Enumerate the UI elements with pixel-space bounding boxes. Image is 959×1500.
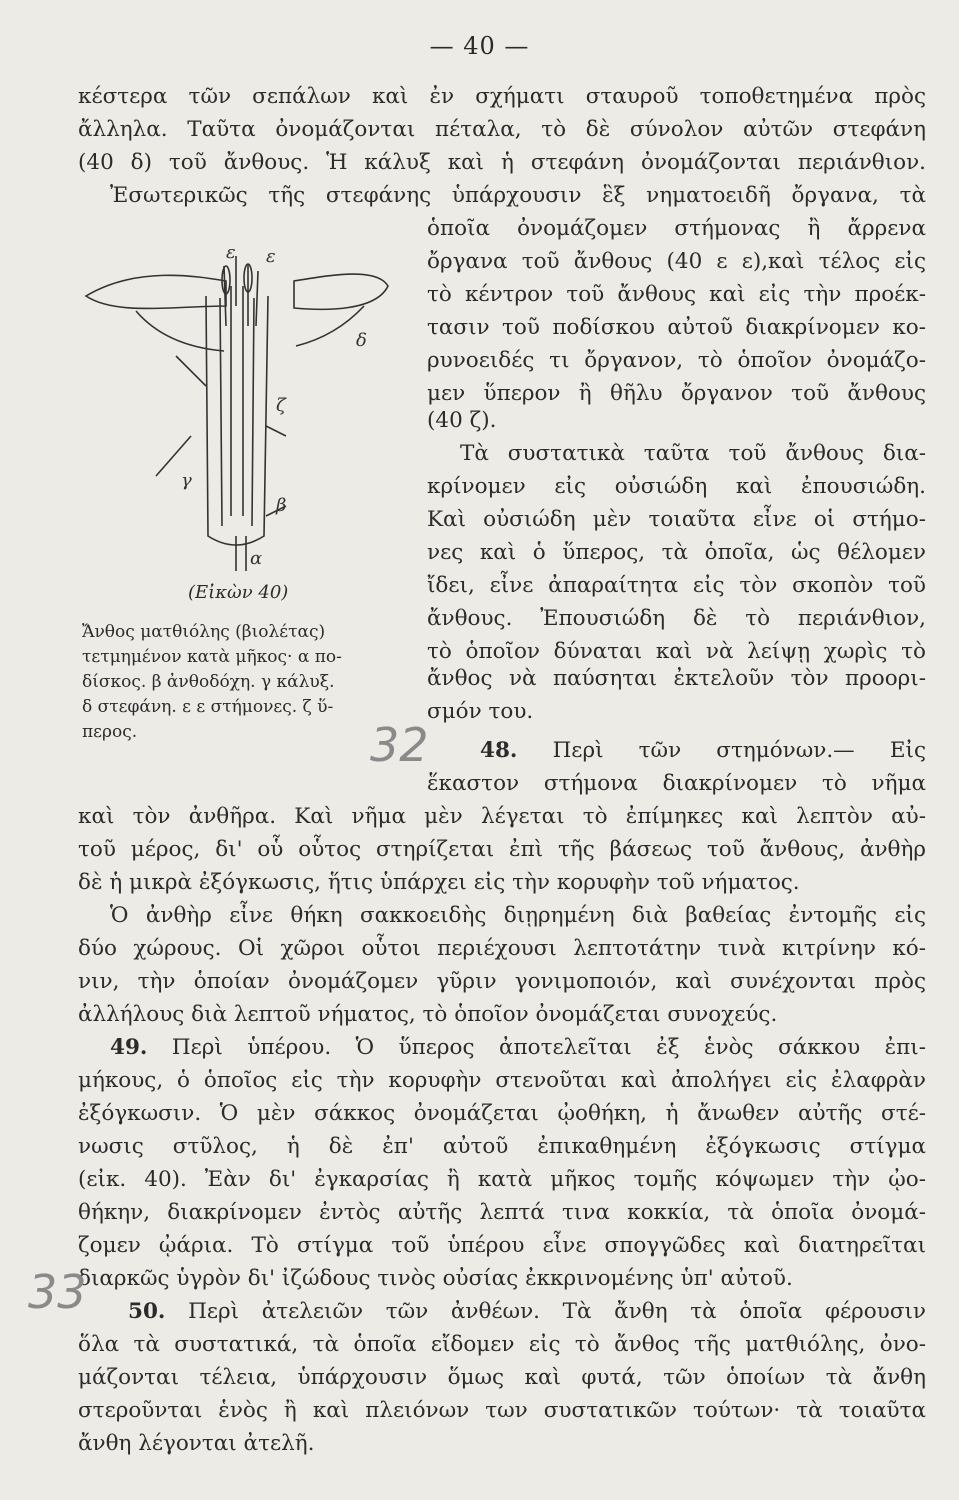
section-50-heading xyxy=(128,1297,926,1327)
text-line: κέστερα τῶν σεπάλων καὶ ἐν σχήματι σταυροῦ τοποθετημένα πρὸς xyxy=(78,84,926,109)
pedicel xyxy=(236,536,246,571)
text-line: μήκους, ὁ ὁποῖος εἰς τὴν κορυφὴν στενοῦται καὶ ἀπολήγει εἰς ἐλαφρὰν xyxy=(78,1068,926,1093)
text-line: νες καὶ ὁ ὕπερος, τὰ ὁποῖα, ὡς θέλομεν xyxy=(427,540,926,565)
text-line: τὸ κέντρον τοῦ ἄνθους καὶ εἰς τὴν προέκ- xyxy=(427,282,926,307)
text-line: (40 δ) τοῦ ἄνθους. Ἡ κάλυξ καὶ ἡ στεφάνη ὀνομάζονται περιάνθιον. xyxy=(78,150,926,175)
label-e2: ε xyxy=(266,246,276,267)
text-line: κρίνομεν εἰς οὐσιώδη καὶ ἐπουσιώδη. xyxy=(427,474,926,499)
text-line: ὅλα τὰ συστατικά, τὰ ὁποῖα εἴδομεν εἰς τὸ ἄνθος τῆς ματθιόλης, ὀνο- xyxy=(78,1332,926,1357)
text-line: καὶ τὸν ἀνθῆρα. Καὶ νῆμα μὲν λέγεται τὸ ἐπίμηκες καὶ λεπτὸν αὐ- xyxy=(78,804,926,829)
text-line: ἴδει, εἶνε ἀπαραίτητα εἰς τὸν σκοπὸν τοῦ xyxy=(427,573,926,598)
text-line: ἐξόγκωσιν. Ὁ μὲν σάκκος ὀνομάζεται ᾠοθήκη, ἡ ἄνωθεν αὐτῆς στέ- xyxy=(78,1101,926,1126)
section-title: Περὶ τῶν στημόνων.— Εἰς xyxy=(552,738,926,763)
section-48-heading xyxy=(480,736,926,766)
text-line: στεροῦνται ἑνὸς ἢ καὶ πλειόνων των συστατικῶν τούτων· τὰ τοιαῦτα xyxy=(78,1398,926,1423)
receptacle-lines xyxy=(220,298,254,526)
label-g: γ xyxy=(181,470,192,491)
section-49-heading xyxy=(110,1033,926,1063)
text-line: μεν ὕπερον ἢ θῆλυ ὄργανον τοῦ ἄνθους xyxy=(427,381,926,406)
text-line: τοῦ μέρος, δι' οὗ οὗτος στηρίζεται ἐπὶ τῆς βάσεως τοῦ ἄνθους, ἀνθὴρ xyxy=(78,837,926,862)
section-number: 48. xyxy=(480,738,518,763)
text-line: Ἐσωτερικῶς τῆς στεφάνης ὑπάρχουσιν ἓξ νηματοειδῆ ὄργανα, τὰ xyxy=(110,183,926,208)
text-line: τὸ ὁποῖον δύναται καὶ νὰ λείψῃ χωρὶς τὸ xyxy=(427,639,926,664)
figure-caption-line: περος. xyxy=(82,722,138,742)
pencil-mark: 32 xyxy=(370,718,429,772)
section-number: 49. xyxy=(110,1035,148,1060)
label-e1: ε xyxy=(226,242,236,263)
text-line: ἄνθη λέγονται ἀτελῆ. xyxy=(78,1431,315,1456)
text-line: ὄργανα τοῦ ἄνθους (40 ε ε),καὶ τέλος εἰς xyxy=(427,249,926,274)
section-title: Περὶ ὑπέρου. Ὁ ὕπερος ἀποτελεῖται ἐξ ἑνὸς σάκκου ἐπι- xyxy=(171,1035,926,1060)
pistil xyxy=(231,286,243,516)
text-line: τασιν τοῦ ποδίσκου αὐτοῦ διακρίνομεν κο- xyxy=(427,315,926,340)
figure-caption-line: δ στεφάνη. ε ε στήμονες. ζ ὕ- xyxy=(82,697,334,717)
figure-caption-line: τετμημένον κατὰ μῆκος· α πο- xyxy=(82,647,342,667)
figure-title: (Εἰκὼν 40) xyxy=(188,582,289,603)
label-a: α xyxy=(250,548,263,569)
section-title: Περὶ ἀτελειῶν τῶν ἀνθέων. Τὰ ἄνθη τὰ ὁποῖα φέρουσιν xyxy=(188,1299,926,1324)
text-line: δὲ ἡ μικρὰ ἐξόγκωσις, ἥτις ὑπάρχει εἰς τὴν κορυφὴν τοῦ νήματος. xyxy=(78,870,800,895)
text-line: (εἰκ. 40). Ἐὰν δι' ἐγκαρσίας ἢ κατὰ μῆκος τομῆς κόψωμεν τὴν ᾠο- xyxy=(78,1167,926,1192)
text-line: Καὶ οὐσιώδη μὲν τοιαῦτα εἶνε οἱ στήμο- xyxy=(427,507,926,532)
text-line: ρυνοειδές τι ὄργανον, τὸ ὁποῖον ὀνομάζο- xyxy=(427,348,926,373)
text-line: ἄνθος νὰ παύσηται ἐκτελοῦν τὸν προορι- xyxy=(427,666,926,691)
calyx-outline xyxy=(206,296,268,545)
label-d: δ xyxy=(356,330,367,351)
text-line: (40 ζ). xyxy=(427,408,497,433)
pencil-mark: 33 xyxy=(28,1265,87,1319)
text-line: ἄνθους. Ἐπουσιώδη δὲ τὸ περιάνθιον, xyxy=(427,606,926,631)
text-line: μάζονται τέλεια, ὑπάρχουσιν ὅμως καὶ φυτά, τῶν ὁποίων τὰ ἄνθη xyxy=(78,1365,926,1390)
text-line: δύο χώρους. Οἱ χῶροι οὗτοι περιέχουσι λεπτοτάτην τινὰ κιτρίνην κό- xyxy=(78,936,926,961)
text-line: σμόν του. xyxy=(427,699,534,724)
figure-caption-line: Ἄνθος ματθιόλης (βιολέτας) xyxy=(82,622,326,642)
text-line: νωσις στῦλος, ἡ δὲ ἐπ' αὐτοῦ ἐπικαθημένη ἐξόγκωσις στίγμα xyxy=(78,1134,926,1159)
section-number: 50. xyxy=(128,1299,166,1324)
text-line: ἄλληλα. Ταῦτα ὀνομάζονται πέταλα, τὸ δὲ σύνολον αὐτῶν στεφάνη xyxy=(78,117,926,142)
text-line: ζομεν ᾠάρια. Τὸ στίγμα τοῦ ὑπέρου εἶνε σπογγῶδες καὶ διατηρεῖται xyxy=(78,1233,926,1258)
label-z: ζ xyxy=(276,395,286,416)
figure-caption-line: δίσκος. β ἀνθοδόχη. γ κάλυξ. xyxy=(82,672,335,692)
text-line: ὁποῖα ὀνομάζομεν στήμονας ἢ ἄρρενα xyxy=(427,216,926,241)
page-number: — 40 — xyxy=(429,32,530,60)
text-line: διαρκῶς ὑγρὸν δι' ἰζώδους τινὸς οὐσίας ἐκκρινομένης ὑπ' αὐτοῦ. xyxy=(78,1266,793,1291)
right-petal xyxy=(294,274,388,309)
text-line: Ὁ ἀνθὴρ εἶνε θήκη σακκοειδὴς διῃρημένη διὰ βαθείας ἐντομῆς εἰς xyxy=(110,903,926,928)
left-petal xyxy=(86,275,226,308)
flower-section-figure xyxy=(76,236,396,576)
text-line: ἀλλήλους διὰ λεπτοῦ νήματος, τὸ ὁποῖον ὀνομάζεται συνοχεύς. xyxy=(78,1002,778,1027)
text-line: ἕκαστον στήμονα διακρίνομεν τὸ νῆμα xyxy=(427,771,926,796)
petal-fold-left xyxy=(136,311,224,351)
text-line: νιν, τὴν ὁποίαν ὀνομάζομεν γῦριν γονιμοποιόν, καὶ συνέχονται πρὸς xyxy=(78,969,926,994)
text-line: Τὰ συστατικὰ ταῦτα τοῦ ἄνθους δια- xyxy=(460,441,926,466)
text-line: θήκην, διακρίνομεν ἐντὸς αὐτῆς λεπτά τινα κοκκία, τὰ ὁποῖα ὀνομά- xyxy=(78,1200,926,1225)
petal-fold-right xyxy=(296,306,364,346)
label-b: β xyxy=(276,495,287,516)
